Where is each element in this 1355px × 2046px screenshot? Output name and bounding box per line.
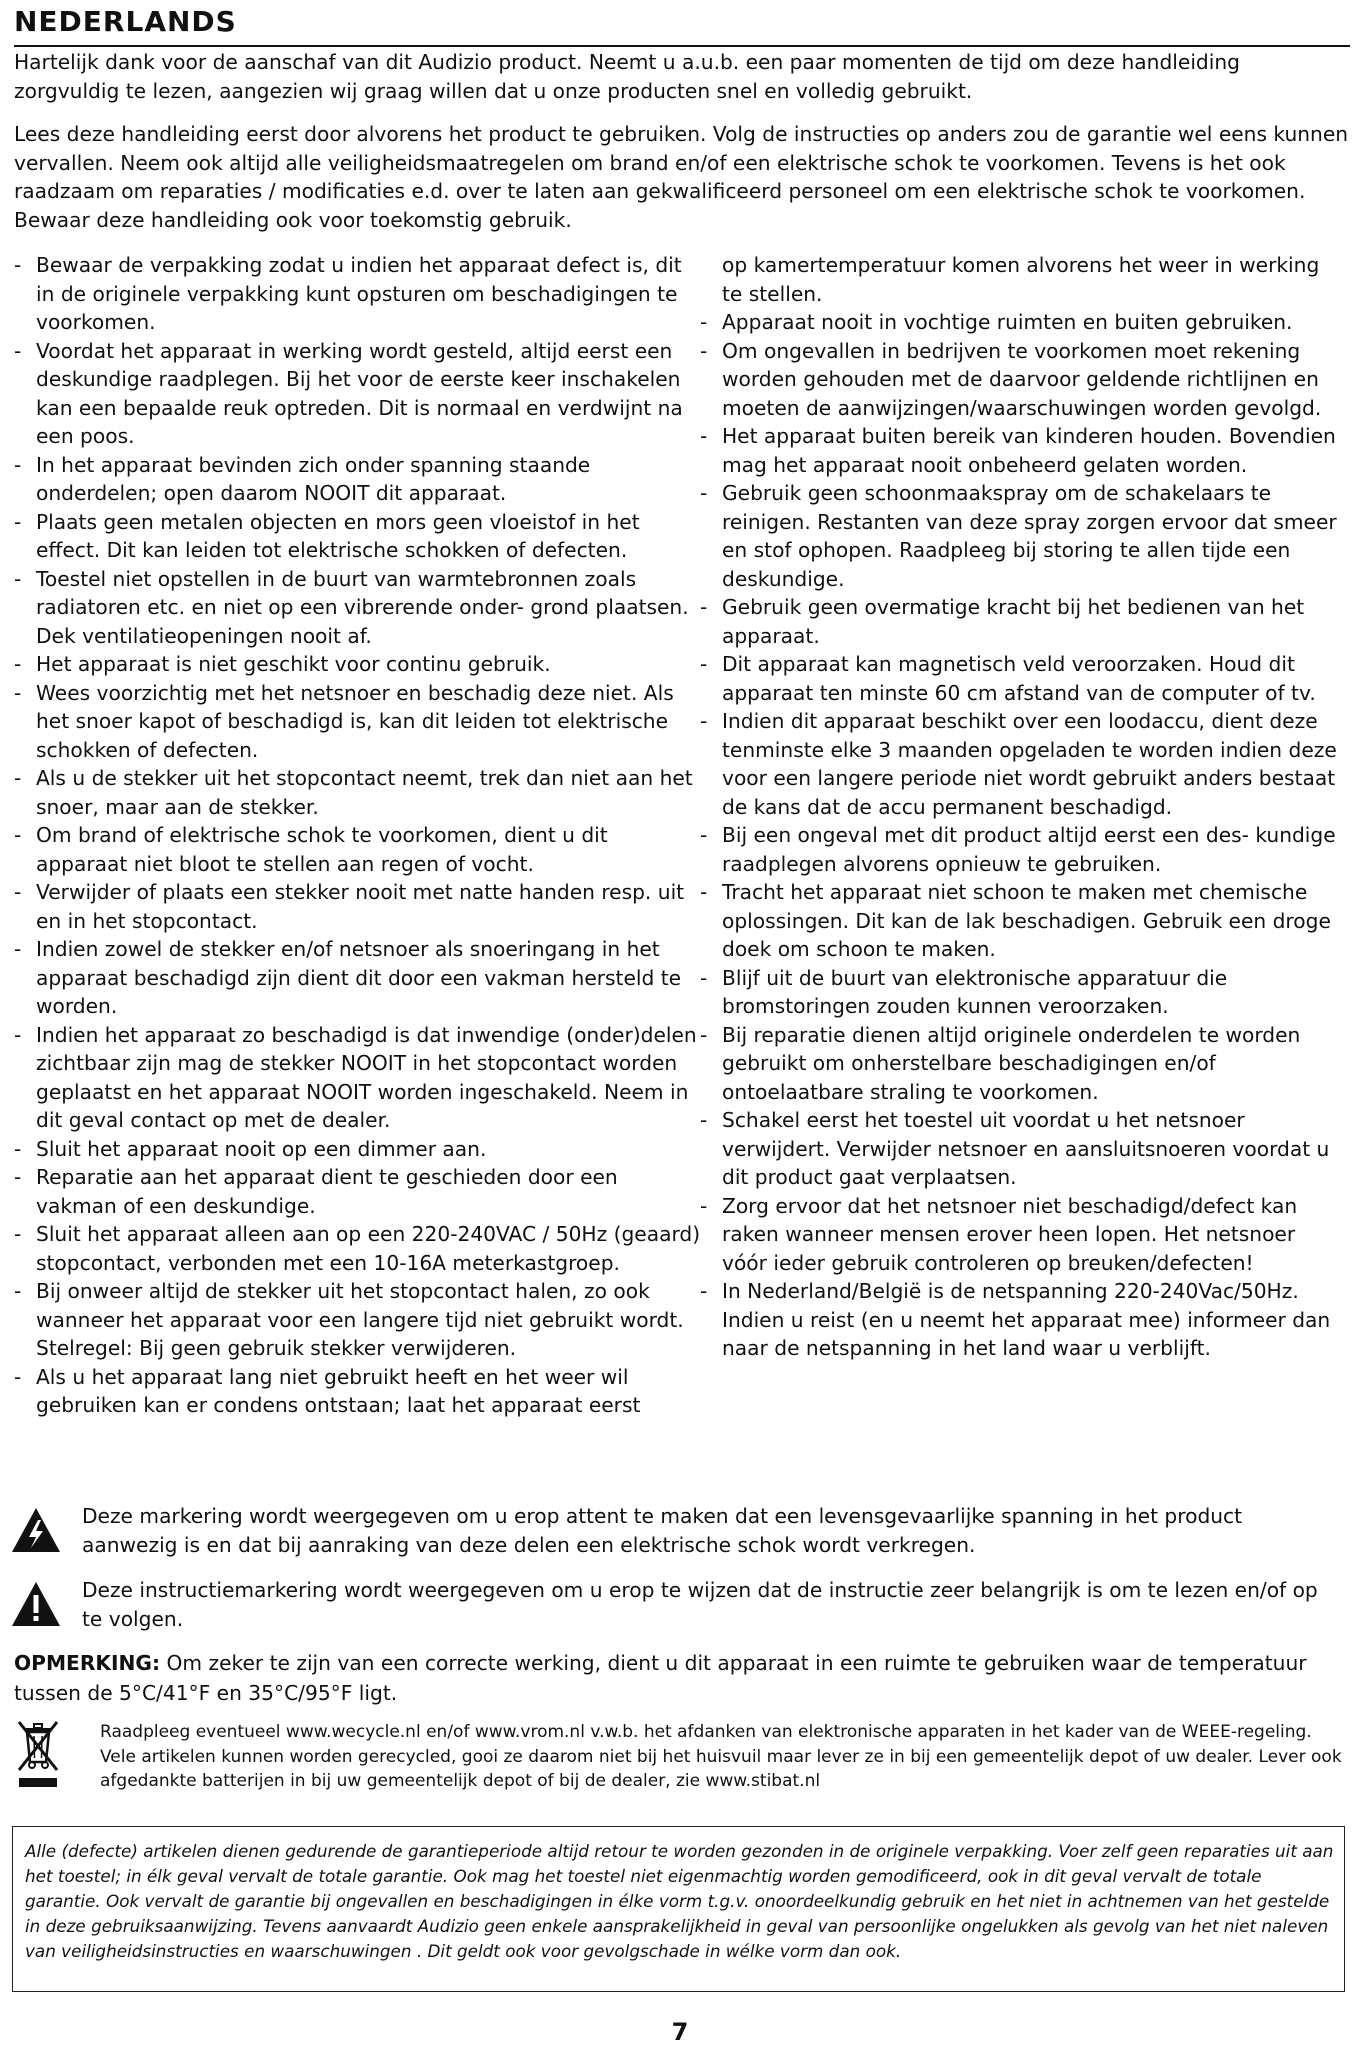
list-item: - Tracht het apparaat niet schoon te maken met chemische oplossingen. Dit kan de lak beschadigen. Gebruik een droge doek om schoon te maken. xyxy=(700,878,1340,964)
list-item: - Voordat het apparaat in werking wordt gesteld, altijd eerst een deskundige raadplegen. Bij het voor de eerste keer inschakelen kan een bepaalde reuk optreden. Dit is normaal en verdwijnt na een poos. xyxy=(14,337,704,451)
title-underline xyxy=(14,45,1350,47)
weee-text: Raadpleeg eventueel www.wecycle.nl en/of www.vrom.nl v.w.b. het afdanken van elektronische apparaten in het kader van de WEEE-regeling. Vele artikelen kunnen worden gerecycled, gooi ze daarom niet bij het huisvuil maar lever ze in bij een gemeentelijk depot of uw dealer. Lever ook afgedankte batterijen in bij uw gemeentelijk depot of bij de dealer, zie www.stibat.nl xyxy=(100,1722,1342,1791)
list-item: - Het apparaat is niet geschikt voor continu gebruik. xyxy=(14,650,704,679)
exclamation-warning-icon xyxy=(10,1580,62,1628)
list-item: - Sluit het apparaat nooit op een dimmer aan. xyxy=(14,1135,704,1164)
list-item: - Als u het apparaat lang niet gebruikt heeft en het weer wil gebruiken kan er condens ontstaan; laat het apparaat eerst xyxy=(14,1363,704,1420)
note-text: Om zeker te zijn van een correcte werking, dient u dit apparaat in een ruimte te gebruiken waar de temperatuur tussen de 5°C/41°F en 35°C/95°F ligt. xyxy=(14,1651,1307,1705)
list-item: - Bij een ongeval met dit product altijd eerst een des- kundige raadplegen alvorens opnieuw te gebruiken. xyxy=(700,821,1340,878)
warranty-text: Alle (defecte) artikelen dienen gedurende de garantieperiode altijd retour te worden gezonden in de originele verpakking. Voer zelf geen reparaties uit aan het toestel; in élk geval vervalt de totale garantie. Ook mag het toestel niet eigenmachtig worden gemodificeerd, ook in dit geval vervalt de totale garantie. Ook vervalt de garantie bij ongevallen en beschadigingen in élke vorm t.g.v. onoordeelkundig gebruik en het niet in achtnemen van het gestelde in deze gebruiksaanwijzing. Tevens aanvaardt Audizio geen enkele aansprakelijkheid in geval van persoonlijke ongelukken als gevolg van het niet naleven van veiligheidsinstructies en waarschuwingen . Dit geldt ook voor gevolgschade in wélke vorm dan ook. xyxy=(25,1841,1334,1961)
list-item: - Plaats geen metalen objecten en mors geen vloeistof in het effect. Dit kan leiden tot elektrische schokken of defecten. xyxy=(14,508,704,565)
list-item: - Dit apparaat kan magnetisch veld veroorzaken. Houd dit apparaat ten minste 60 cm afstand van de computer of tv. xyxy=(700,650,1340,707)
list-item: - Verwijder of plaats een stekker nooit met natte handen resp. uit en in het stopcontact. xyxy=(14,878,704,935)
list-item: - Apparaat nooit in vochtige ruimten en buiten gebruiken. xyxy=(700,308,1340,337)
list-item: - Reparatie aan het apparaat dient te geschieden door een vakman of een deskundige. xyxy=(14,1163,704,1220)
list-item: - Bij onweer altijd de stekker uit het stopcontact halen, zo ook wanneer het apparaat voor een langere tijd niet gebruikt wordt. Stelregel: Bij geen gebruik stekker verwijderen. xyxy=(14,1277,704,1363)
list-item: - Schakel eerst het toestel uit voordat u het netsnoer verwijdert. Verwijder netsnoer en aansluitsnoeren voordat u dit product gaat verplaatsen. xyxy=(700,1106,1340,1192)
list-item: - In het apparaat bevinden zich onder spanning staande onderdelen; open daarom NOOIT dit apparaat. xyxy=(14,451,704,508)
instruction-warning-text: Deze instructiemarkering wordt weergegeven om u erop te wijzen dat de instructie zeer belangrijk is om te lezen en/of op te volgen. xyxy=(82,1578,1318,1631)
list-item: - Gebruik geen schoonmaakspray om de schakelaars te reinigen. Restanten van deze spray zorgen ervoor dat smeer en stof ophopen. Raadpleeg bij storing te allen tijde een deskundige. xyxy=(700,479,1340,593)
page-number: 7 xyxy=(671,2018,689,2046)
list-item: - Wees voorzichtig met het netsnoer en beschadig deze niet. Als het snoer kapot of beschadigd is, kan dit leiden tot elektrische schokken of defecten. xyxy=(14,679,704,765)
list-item: - Het apparaat buiten bereik van kinderen houden. Bovendien mag het apparaat nooit onbeheerd gelaten worden. xyxy=(700,422,1340,479)
intro-paragraph-2: Lees deze handleiding eerst door alvorens het product te gebruiken. Volg de instructies op anders zou de garantie wel eens kunnen vervallen. Neem ook altijd alle veiligheidsmaatregelen om brand en/of een elektrische schok te voorkomen. Tevens is het ook raadzaam om reparaties / modificaties e.d. over te laten aan gekwalificeerd personeel om een elektrische schok te voorkomen. Bewaar deze handleiding ook voor toekomstig gebruik. xyxy=(14,122,1349,232)
warranty-box xyxy=(12,1826,1345,1992)
list-item: - Gebruik geen overmatige kracht bij het bedienen van het apparaat. xyxy=(700,593,1340,650)
list-item: - Blijf uit de buurt van elektronische apparatuur die bromstoringen zouden kunnen veroorzaken. xyxy=(700,964,1340,1021)
list-item: - Om brand of elektrische schok te voorkomen, dient u dit apparaat niet bloot te stellen aan regen of vocht. xyxy=(14,821,704,878)
list-item: - Toestel niet opstellen in de buurt van warmtebronnen zoals radiatoren etc. en niet op een vibrerende onder- grond plaatsen. Dek ventilatieopeningen nooit af. xyxy=(14,565,704,651)
list-item-continuation: op kamertemperatuur komen alvorens het weer in werking te stellen. xyxy=(722,253,1320,306)
list-item: - Bij reparatie dienen altijd originele onderdelen te worden gebruikt om onherstelbare beschadigingen en/of ontoelaatbare straling te voorkomen. xyxy=(700,1021,1340,1107)
temperature-note xyxy=(14,1648,1350,1708)
list-item: - Bewaar de verpakking zodat u indien het apparaat defect is, dit in de originele verpakking kunt opsturen om beschadigingen te voorkomen. xyxy=(14,251,704,337)
lightning-warning-icon xyxy=(10,1506,62,1554)
safety-list-left xyxy=(14,251,704,1420)
list-item: - Indien zowel de stekker en/of netsnoer als snoeringang in het apparaat beschadigd zijn dient dit door een vakman hersteld te worden. xyxy=(14,935,704,1021)
voltage-warning-text: Deze markering wordt weergegeven om u erop attent te maken dat een levensgevaarlijke spanning in het product aanwezig is en dat bij aanraking van deze delen een elektrische schok wordt verkregen. xyxy=(82,1504,1243,1557)
list-item: - Sluit het apparaat alleen aan op een 220-240VAC / 50Hz (geaard) stopcontact, verbonden met een 10-16A meterkastgroep. xyxy=(14,1220,704,1277)
list-item: - In Nederland/België is de netspanning 220-240Vac/50Hz. Indien u reist (en u neemt het apparaat mee) informeer dan naar de netspanning in het land waar u verblijft. xyxy=(700,1277,1340,1363)
safety-list-right xyxy=(700,251,1340,1363)
intro-paragraph-1: Hartelijk dank voor de aanschaf van dit Audizio product. Neemt u a.u.b. een paar momenten de tijd om deze handleiding zorgvuldig te lezen, aangezien wij graag willen dat u onze producten snel en volledig gebruikt. xyxy=(14,50,1240,103)
crossed-bin-icon xyxy=(16,1718,60,1790)
list-item: - Als u de stekker uit het stopcontact neemt, trek dan niet aan het snoer, maar aan de stekker. xyxy=(14,764,704,821)
list-item: - Indien het apparaat zo beschadigd is dat inwendige (onder)delen zichtbaar zijn mag de stekker NOOIT in het stopcontact worden geplaatst en het apparaat NOOIT worden ingeschakeld. Neem in dit geval contact op met de dealer. xyxy=(14,1021,704,1135)
page-title: NEDERLANDS xyxy=(14,5,237,38)
list-item: - Zorg ervoor dat het netsnoer niet beschadigd/defect kan raken wanneer mensen erover heen lopen. Het netsnoer vóór ieder gebruik controleren op breuken/defecten! xyxy=(700,1192,1340,1278)
list-item: - Indien dit apparaat beschikt over een loodaccu, dient deze tenminste elke 3 maanden opgeladen te worden indien deze voor een langere periode niet wordt gebruikt anders bestaat de kans dat de accu permanent beschadigd. xyxy=(700,707,1340,821)
list-item: - Om ongevallen in bedrijven te voorkomen moet rekening worden gehouden met de daarvoor geldende richtlijnen en moeten de aanwijzingen/waarschuwingen worden gevolgd. xyxy=(700,337,1340,423)
note-label: OPMERKING: xyxy=(14,1651,161,1675)
